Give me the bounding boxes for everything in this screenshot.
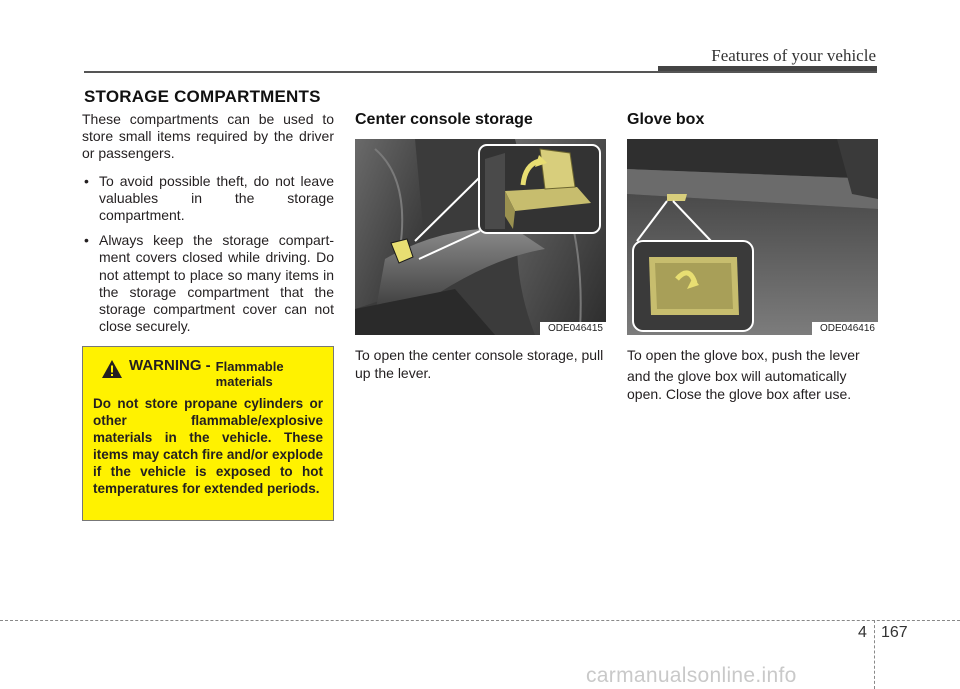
glove-box-title: Glove box xyxy=(627,111,705,128)
bullet-marker: • xyxy=(84,232,89,249)
center-console-text: To open the center console storage, pull up the lever. xyxy=(355,347,604,381)
glove-box-illustration xyxy=(627,139,878,335)
warning-header xyxy=(101,357,323,389)
bullet-list xyxy=(82,173,334,336)
warning-subtitle: Flammable materials xyxy=(215,359,284,389)
intro-column xyxy=(82,111,334,343)
bullet-text: To avoid possible theft, do not leave valuables in the storage compartment. xyxy=(99,172,334,224)
bullet-marker: • xyxy=(84,172,89,189)
section-title: STORAGE COMPARTMENTS xyxy=(84,87,321,106)
glove-box-photo xyxy=(627,139,878,335)
center-console-photo xyxy=(355,139,606,335)
footer-divider xyxy=(874,620,875,689)
chapter-number: 4 xyxy=(858,624,867,641)
bullet-item xyxy=(82,173,334,225)
running-header: Features of your vehicle xyxy=(711,46,876,65)
warning-box xyxy=(82,346,334,521)
glove-box-text-2: and the glove box will automatically open. Close the glove box after use. xyxy=(627,368,852,402)
page-number: 167 xyxy=(881,624,908,641)
intro-paragraph: These compartments can be used to store small items required by the driver or passengers. xyxy=(82,111,334,162)
warning-body: Do not store propane cylinders or other flammable/explosive materials in the vehicle. These items may catch fire and/or explode if the vehicle is exposed to hot temperatures for extended periods. xyxy=(93,396,323,496)
watermark: carmanualsonline.info xyxy=(586,664,797,687)
bullet-text: Always keep the storage compart-ment covers closed while driving. Do not attempt to place so many items in the storage compartment that the storage compartment cover can not close securely. xyxy=(99,232,334,335)
bullet-item xyxy=(82,232,334,335)
center-console-illustration xyxy=(355,139,606,335)
footer-rule xyxy=(0,620,960,621)
header-rule xyxy=(84,71,877,73)
warning-label: WARNING - xyxy=(129,357,211,374)
glove-box-text-1: To open the glove box, push the lever xyxy=(627,347,860,363)
warning-triangle-icon xyxy=(101,359,123,379)
center-console-image-code: ODE046415 xyxy=(540,322,606,335)
glove-box-image-code: ODE046416 xyxy=(812,322,878,335)
center-console-title: Center console storage xyxy=(355,111,533,128)
